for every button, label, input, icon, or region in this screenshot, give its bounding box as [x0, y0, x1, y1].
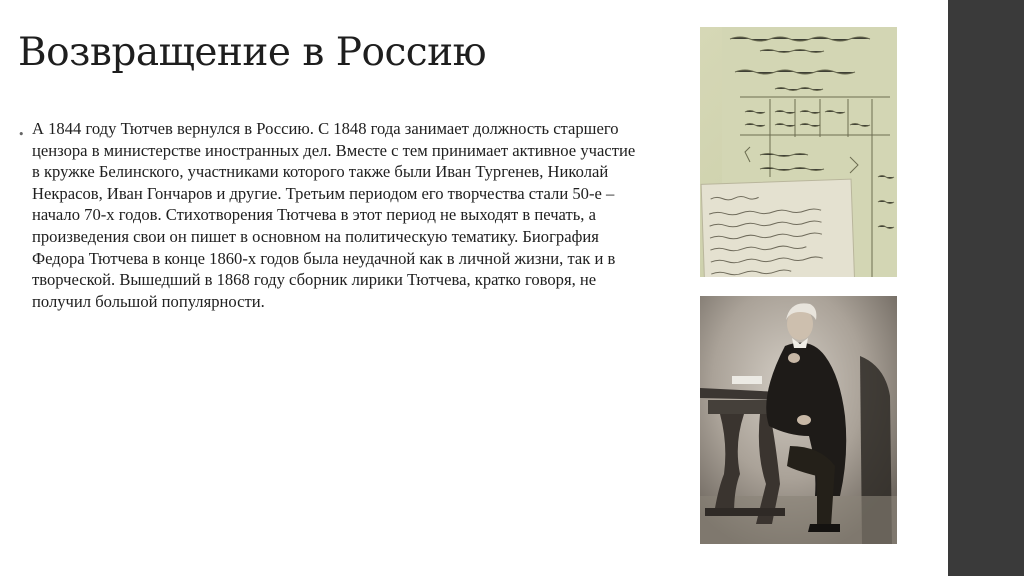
bullet-dot-icon: •: [18, 128, 25, 141]
tyutchev-portrait-image: [700, 296, 897, 544]
slide-body-text: А 1844 году Тютчев вернулся в Россию. С 1848 года занимает должность старшего цензора в министерстве иностранных дел. Вместе с тем принимает активное участие в кружке Белинского, участниками которого также были Иван Тургенев, Николай Некрасов, Иван Гончаров и другие. Третьим периодом его творчества стали 50-е – начало 70-х годов. Стихотворения Тютчева в этот период не выходят в печать, а произведения свои он пишет в основном на политическую тематику. Биография Федора Тютчева в конце 1860-х годов была неудачной как в личной жизни, так и в творческой. Вышедший в 1868 году сборник лирики Тютчева, кратко говоря, не получил большой популярности.: [32, 119, 636, 311]
handwritten-documents-image: [700, 27, 897, 277]
slide-title: Возвращение в Россию: [18, 30, 487, 75]
side-bar: [948, 0, 1024, 576]
